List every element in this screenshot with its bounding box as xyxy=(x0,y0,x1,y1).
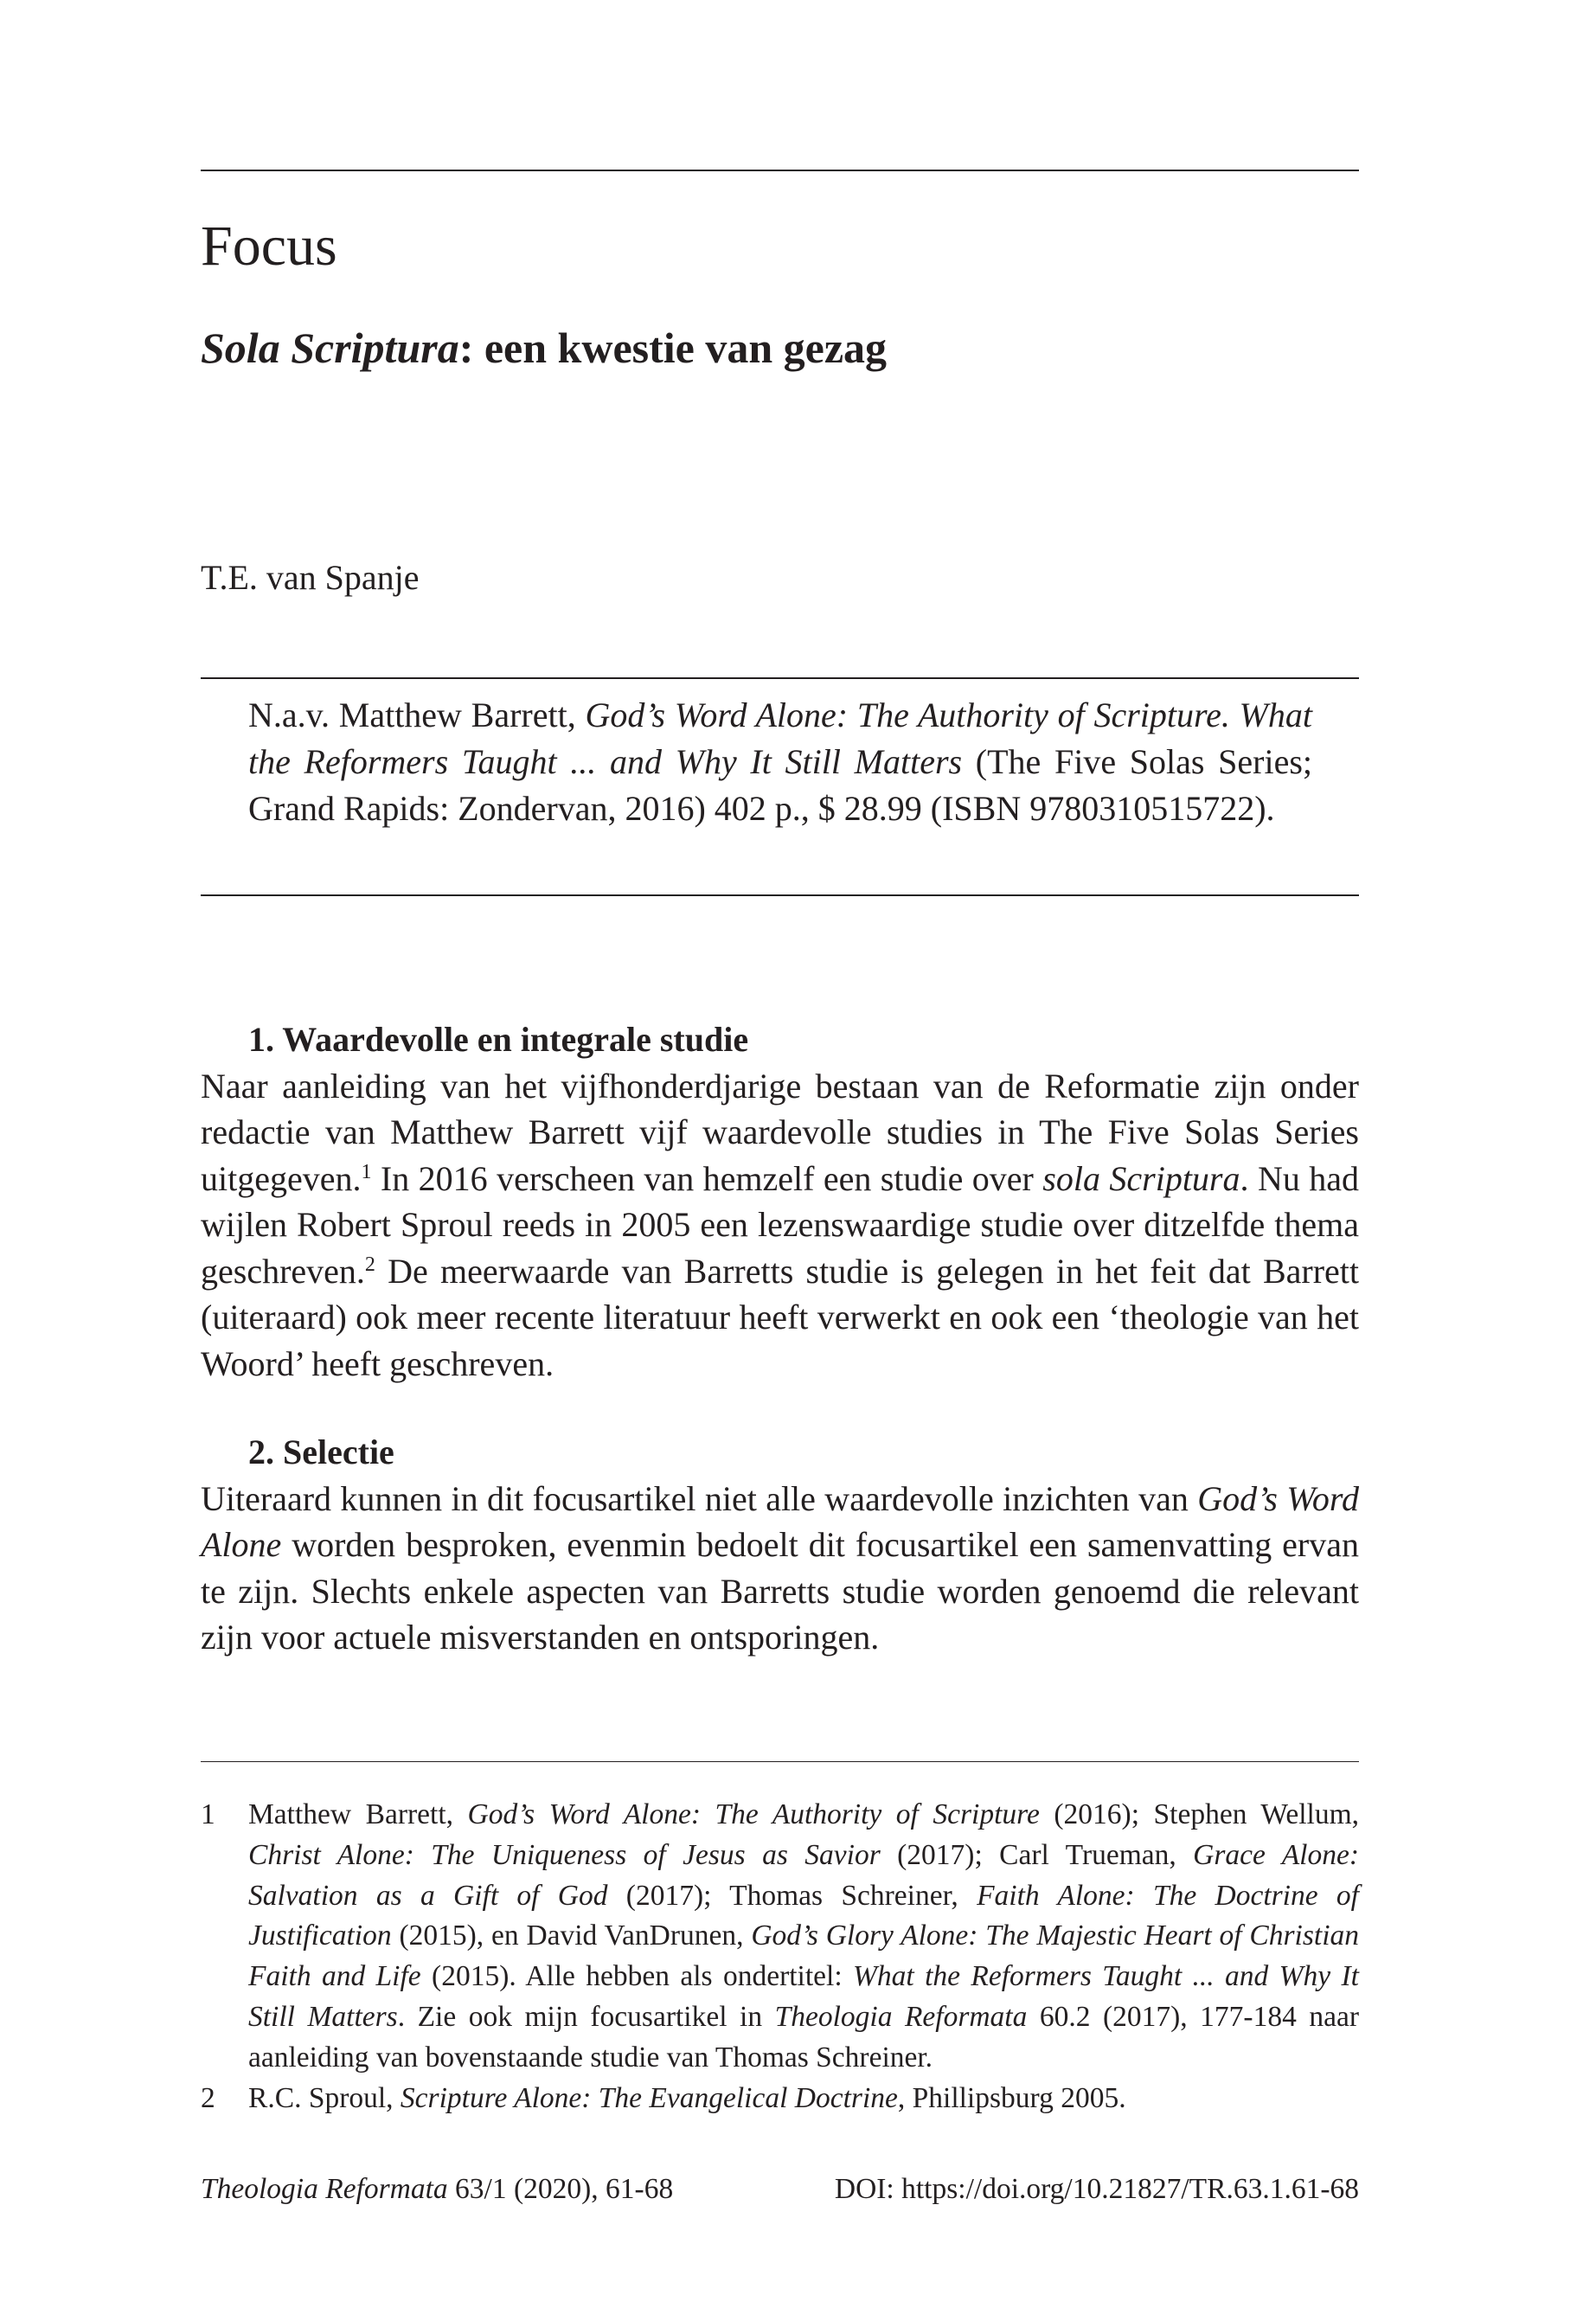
citation-book-title: God’s Word Alone: The Authority of Scripture. What the Reformers Taught ... and Why It Still Matters xyxy=(248,695,1312,781)
text: Naar aanleiding van het vijfhonderdjarige bestaan van de Reformatie zijn onder redactie van Matthew Barrett vijf waardevolle studies in The Five Solas Series uitgegeven. xyxy=(201,1066,1359,1198)
page-footer xyxy=(201,2170,1359,2209)
journal-issue: 63/1 (2020), 61-68 xyxy=(447,2173,674,2205)
footnote-rule xyxy=(201,1761,1359,1762)
footnote-text xyxy=(248,2079,1359,2119)
italic-text: God’s Word Alone: The Authority of Scripture xyxy=(467,1798,1040,1830)
author: T.E. van Spanje xyxy=(201,558,420,597)
footnote-number: 2 xyxy=(201,2081,215,2114)
footnote-ref[interactable]: 1 xyxy=(361,1160,372,1183)
footnote xyxy=(201,1795,1359,2079)
text: In 2016 verscheen van hemzelf een studie over xyxy=(371,1158,1043,1198)
review-top-rule xyxy=(201,677,1359,679)
italic-text: Christ Alone: The Uniqueness of Jesus as Savior xyxy=(248,1838,881,1871)
italic-text: God’s Glory Alone: The Majestic Heart of Christian Faith and Life xyxy=(248,1920,1359,1993)
top-rule xyxy=(201,170,1359,171)
section-heading: 1. Waardevolle en integrale studie xyxy=(248,1020,749,1059)
text: R.C. Sproul, xyxy=(248,2081,401,2114)
text: Uiteraard kunnen in dit focusartikel niet alle waardevolle inzichten van xyxy=(201,1478,1198,1518)
footnotes xyxy=(201,1795,1359,2118)
citation-text: (The Five Solas Series; Grand Rapids: Zondervan, 2016) 402 p., $ 28.99 (ISBN 9780310515722). xyxy=(248,742,1313,828)
article-title-italic: Sola Scriptura xyxy=(201,324,459,372)
text: (2017); Carl Trueman, xyxy=(880,1838,1194,1871)
text: De meerwaarde van Barretts studie is gelegen in het feit dat Barrett (uiteraard) ook meer recente literatuur heeft verwerkt en ook een ‘theologie van het Woord’ heeft geschreven. xyxy=(201,1251,1359,1383)
text: (2015), en David VanDrunen, xyxy=(391,1920,752,1952)
italic-text: Faith Alone: The Doctrine of Justification xyxy=(248,1879,1359,1952)
section-heading: 2. Selectie xyxy=(248,1433,394,1471)
text: (2015). Alle hebben als ondertitel: xyxy=(420,1960,853,1993)
section-paragraph xyxy=(201,1063,1359,1388)
section-paragraph xyxy=(201,1476,1359,1661)
footnote-text xyxy=(248,1795,1359,2079)
review-bottom-rule xyxy=(201,894,1359,896)
section-1 xyxy=(201,1016,1359,1387)
italic-text: What the Reformers Taught ... and Why It Still Matters xyxy=(248,1960,1359,2033)
text: worden besproken, evenmin bedoelt dit focusartikel een samenvatting ervan te zijn. Slechts enkele aspecten van Barretts studie worden genoemd die relevant zijn voor actuele misverstanden en ontsporingen. xyxy=(201,1525,1359,1657)
italic-text: sola Scriptura xyxy=(1042,1158,1240,1198)
section-2 xyxy=(201,1429,1359,1661)
italic-text: Scripture Alone: The Evangelical Doctrine xyxy=(400,2081,898,2114)
text: (2016); Stephen Wellum, xyxy=(1039,1798,1360,1830)
footnote-ref[interactable]: 2 xyxy=(364,1253,375,1276)
article-title-rest: : een kwestie van gezag xyxy=(458,324,888,372)
journal-citation xyxy=(201,2170,673,2209)
text: (2017); Thomas Schreiner, xyxy=(607,1879,977,1912)
italic-text: God’s Word Alone xyxy=(201,1478,1359,1564)
text: Matthew Barrett, xyxy=(248,1798,468,1830)
text: . Nu had wijlen Robert Sproul reeds in 2005 een lezenswaardige studie over ditzelfde thema geschreven. xyxy=(201,1158,1360,1291)
footnote-number: 1 xyxy=(201,1798,215,1830)
text: , Phillipsburg 2005. xyxy=(897,2081,1126,2114)
section-label: Focus xyxy=(201,215,337,278)
text: 60.2 (2017), 177-184 naar aanleiding van bovenstaande studie van Thomas Schreiner. xyxy=(248,2000,1359,2073)
footnote xyxy=(201,2079,1359,2119)
reviewed-book-citation xyxy=(248,692,1312,832)
text: . Zie ook mijn focusartikel in xyxy=(397,2000,775,2033)
article-title xyxy=(201,320,1359,375)
doi-link[interactable]: DOI: https://doi.org/10.21827/TR.63.1.61-68 xyxy=(834,2173,1359,2205)
journal-name: Theologia Reformata xyxy=(201,2173,448,2205)
citation-text: N.a.v. Matthew Barrett, xyxy=(248,695,586,734)
italic-text: Theologia Reformata xyxy=(774,2000,1028,2033)
italic-text: Grace Alone: Salvation as a Gift of God xyxy=(248,1838,1359,1912)
